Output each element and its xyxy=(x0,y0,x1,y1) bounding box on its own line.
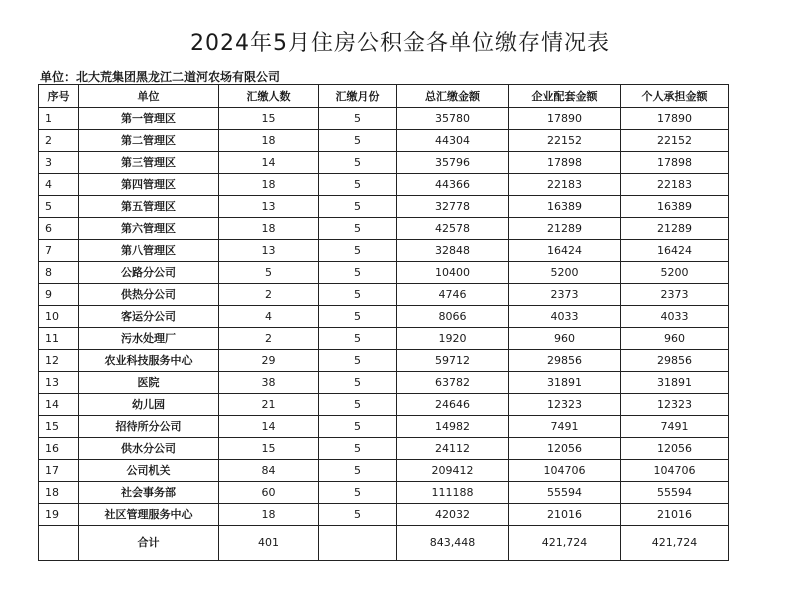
people-count-cell: 14 xyxy=(219,416,319,438)
table-row xyxy=(39,306,729,328)
unit-name-cell: 医院 xyxy=(79,372,219,394)
company-amount-cell: 55594 xyxy=(509,482,621,504)
month-cell: 5 xyxy=(319,328,397,350)
company-amount-cell: 104706 xyxy=(509,460,621,482)
total-index-cell xyxy=(39,526,79,561)
table-row xyxy=(39,372,729,394)
table-row xyxy=(39,240,729,262)
company-amount-cell: 7491 xyxy=(509,416,621,438)
total-amount-cell: 42578 xyxy=(397,218,509,240)
row-index-cell: 12 xyxy=(39,350,79,372)
header-cell: 汇缴月份 xyxy=(319,85,397,108)
unit-name-cell: 农业科技服务中心 xyxy=(79,350,219,372)
people-count-cell: 14 xyxy=(219,152,319,174)
company-amount-cell: 29856 xyxy=(509,350,621,372)
month-cell: 5 xyxy=(319,130,397,152)
company-amount-cell: 21016 xyxy=(509,504,621,526)
unit-name-cell: 公司机关 xyxy=(79,460,219,482)
table-row xyxy=(39,196,729,218)
personal-amount-cell: 16389 xyxy=(621,196,729,218)
row-index-cell: 7 xyxy=(39,240,79,262)
personal-amount-cell: 960 xyxy=(621,328,729,350)
people-count-cell: 18 xyxy=(219,504,319,526)
month-cell: 5 xyxy=(319,174,397,196)
personal-amount-cell: 21289 xyxy=(621,218,729,240)
unit-name-cell: 供热分公司 xyxy=(79,284,219,306)
month-cell: 5 xyxy=(319,438,397,460)
company-amount-cell: 31891 xyxy=(509,372,621,394)
total-personal-amount-cell: 421,724 xyxy=(621,526,729,561)
unit-name-cell: 招待所分公司 xyxy=(79,416,219,438)
row-index-cell: 2 xyxy=(39,130,79,152)
total-amount-cell: 4746 xyxy=(397,284,509,306)
company-amount-cell: 17890 xyxy=(509,108,621,130)
personal-amount-cell: 16424 xyxy=(621,240,729,262)
total-amount-cell: 209412 xyxy=(397,460,509,482)
table-row xyxy=(39,262,729,284)
row-index-cell: 5 xyxy=(39,196,79,218)
row-index-cell: 19 xyxy=(39,504,79,526)
row-index-cell: 16 xyxy=(39,438,79,460)
month-cell: 5 xyxy=(319,240,397,262)
total-amount-cell: 32778 xyxy=(397,196,509,218)
people-count-cell: 15 xyxy=(219,108,319,130)
month-cell: 5 xyxy=(319,306,397,328)
table-row xyxy=(39,284,729,306)
personal-amount-cell: 12056 xyxy=(621,438,729,460)
personal-amount-cell: 21016 xyxy=(621,504,729,526)
total-amount-cell: 24112 xyxy=(397,438,509,460)
unit-name-cell: 第五管理区 xyxy=(79,196,219,218)
total-amount-cell: 35780 xyxy=(397,108,509,130)
row-index-cell: 3 xyxy=(39,152,79,174)
unit-name-cell: 第一管理区 xyxy=(79,108,219,130)
personal-amount-cell: 55594 xyxy=(621,482,729,504)
people-count-cell: 2 xyxy=(219,284,319,306)
table-header-row xyxy=(39,85,729,108)
row-index-cell: 18 xyxy=(39,482,79,504)
month-cell: 5 xyxy=(319,108,397,130)
personal-amount-cell: 22152 xyxy=(621,130,729,152)
personal-amount-cell: 17890 xyxy=(621,108,729,130)
unit-name-cell: 公路分公司 xyxy=(79,262,219,284)
row-index-cell: 1 xyxy=(39,108,79,130)
unit-name-cell: 第八管理区 xyxy=(79,240,219,262)
month-cell: 5 xyxy=(319,262,397,284)
total-amount-cell: 32848 xyxy=(397,240,509,262)
row-index-cell: 11 xyxy=(39,328,79,350)
personal-amount-cell: 4033 xyxy=(621,306,729,328)
company-amount-cell: 4033 xyxy=(509,306,621,328)
unit-name-cell: 幼儿园 xyxy=(79,394,219,416)
company-amount-cell: 22152 xyxy=(509,130,621,152)
month-cell: 5 xyxy=(319,152,397,174)
row-index-cell: 17 xyxy=(39,460,79,482)
people-count-cell: 13 xyxy=(219,240,319,262)
row-index-cell: 13 xyxy=(39,372,79,394)
people-count-cell: 60 xyxy=(219,482,319,504)
table-row xyxy=(39,438,729,460)
unit-name-cell: 第三管理区 xyxy=(79,152,219,174)
company-amount-cell: 21289 xyxy=(509,218,621,240)
month-cell: 5 xyxy=(319,284,397,306)
month-cell: 5 xyxy=(319,416,397,438)
table-row xyxy=(39,460,729,482)
total-amount-cell: 1920 xyxy=(397,328,509,350)
month-cell: 5 xyxy=(319,394,397,416)
company-amount-cell: 5200 xyxy=(509,262,621,284)
company-amount-cell: 12323 xyxy=(509,394,621,416)
total-month-cell xyxy=(319,526,397,561)
total-amount-cell: 63782 xyxy=(397,372,509,394)
total-amount-cell: 44366 xyxy=(397,174,509,196)
people-count-cell: 15 xyxy=(219,438,319,460)
total-amount-cell: 44304 xyxy=(397,130,509,152)
personal-amount-cell: 5200 xyxy=(621,262,729,284)
unit-name-cell: 第二管理区 xyxy=(79,130,219,152)
table-row xyxy=(39,130,729,152)
grand-total-amount-cell: 843,448 xyxy=(397,526,509,561)
header-cell: 个人承担金额 xyxy=(621,85,729,108)
company-amount-cell: 17898 xyxy=(509,152,621,174)
table-row xyxy=(39,504,729,526)
people-count-cell: 5 xyxy=(219,262,319,284)
people-count-cell: 13 xyxy=(219,196,319,218)
people-count-cell: 38 xyxy=(219,372,319,394)
month-cell: 5 xyxy=(319,372,397,394)
total-amount-cell: 8066 xyxy=(397,306,509,328)
unit-name-cell: 污水处理厂 xyxy=(79,328,219,350)
people-count-cell: 84 xyxy=(219,460,319,482)
table-row xyxy=(39,416,729,438)
company-amount-cell: 12056 xyxy=(509,438,621,460)
header-cell: 总汇缴金额 xyxy=(397,85,509,108)
month-cell: 5 xyxy=(319,482,397,504)
table-row xyxy=(39,350,729,372)
table-total-row xyxy=(39,526,729,561)
table-row xyxy=(39,152,729,174)
people-count-cell: 18 xyxy=(219,218,319,240)
row-index-cell: 15 xyxy=(39,416,79,438)
total-amount-cell: 42032 xyxy=(397,504,509,526)
personal-amount-cell: 104706 xyxy=(621,460,729,482)
table-row xyxy=(39,108,729,130)
unit-name-cell: 社会事务部 xyxy=(79,482,219,504)
header-cell: 汇缴人数 xyxy=(219,85,319,108)
people-count-cell: 18 xyxy=(219,174,319,196)
company-amount-cell: 2373 xyxy=(509,284,621,306)
table-body xyxy=(39,108,729,561)
people-count-cell: 4 xyxy=(219,306,319,328)
personal-amount-cell: 2373 xyxy=(621,284,729,306)
unit-line: 单位：北大荒集团黑龙江二道河农场有限公司 xyxy=(40,70,281,84)
total-amount-cell: 35796 xyxy=(397,152,509,174)
unit-name-cell: 第四管理区 xyxy=(79,174,219,196)
unit-name-cell: 供水分公司 xyxy=(79,438,219,460)
table-row xyxy=(39,482,729,504)
row-index-cell: 14 xyxy=(39,394,79,416)
month-cell: 5 xyxy=(319,460,397,482)
total-amount-cell: 111188 xyxy=(397,482,509,504)
personal-amount-cell: 31891 xyxy=(621,372,729,394)
personal-amount-cell: 12323 xyxy=(621,394,729,416)
personal-amount-cell: 29856 xyxy=(621,350,729,372)
month-cell: 5 xyxy=(319,350,397,372)
row-index-cell: 4 xyxy=(39,174,79,196)
month-cell: 5 xyxy=(319,218,397,240)
row-index-cell: 8 xyxy=(39,262,79,284)
people-count-cell: 18 xyxy=(219,130,319,152)
table-row xyxy=(39,174,729,196)
header-cell: 单位 xyxy=(79,85,219,108)
header-cell: 序号 xyxy=(39,85,79,108)
total-amount-cell: 10400 xyxy=(397,262,509,284)
people-count-cell: 29 xyxy=(219,350,319,372)
company-amount-cell: 16424 xyxy=(509,240,621,262)
total-amount-cell: 14982 xyxy=(397,416,509,438)
total-amount-cell: 24646 xyxy=(397,394,509,416)
company-amount-cell: 16389 xyxy=(509,196,621,218)
personal-amount-cell: 7491 xyxy=(621,416,729,438)
unit-name-cell: 社区管理服务中心 xyxy=(79,504,219,526)
row-index-cell: 6 xyxy=(39,218,79,240)
personal-amount-cell: 17898 xyxy=(621,152,729,174)
personal-amount-cell: 22183 xyxy=(621,174,729,196)
table-row xyxy=(39,394,729,416)
table-row xyxy=(39,218,729,240)
unit-name-cell: 客运分公司 xyxy=(79,306,219,328)
month-cell: 5 xyxy=(319,504,397,526)
total-people-cell: 401 xyxy=(219,526,319,561)
document-title: 2024年5月住房公积金各单位缴存情况表 xyxy=(190,31,610,56)
header-cell: 企业配套金额 xyxy=(509,85,621,108)
company-amount-cell: 960 xyxy=(509,328,621,350)
total-company-amount-cell: 421,724 xyxy=(509,526,621,561)
people-count-cell: 2 xyxy=(219,328,319,350)
month-cell: 5 xyxy=(319,196,397,218)
table-row xyxy=(39,328,729,350)
unit-name-cell: 第六管理区 xyxy=(79,218,219,240)
total-amount-cell: 59712 xyxy=(397,350,509,372)
row-index-cell: 9 xyxy=(39,284,79,306)
contribution-table xyxy=(38,84,729,561)
total-label-cell: 合计 xyxy=(79,526,219,561)
row-index-cell: 10 xyxy=(39,306,79,328)
people-count-cell: 21 xyxy=(219,394,319,416)
company-amount-cell: 22183 xyxy=(509,174,621,196)
